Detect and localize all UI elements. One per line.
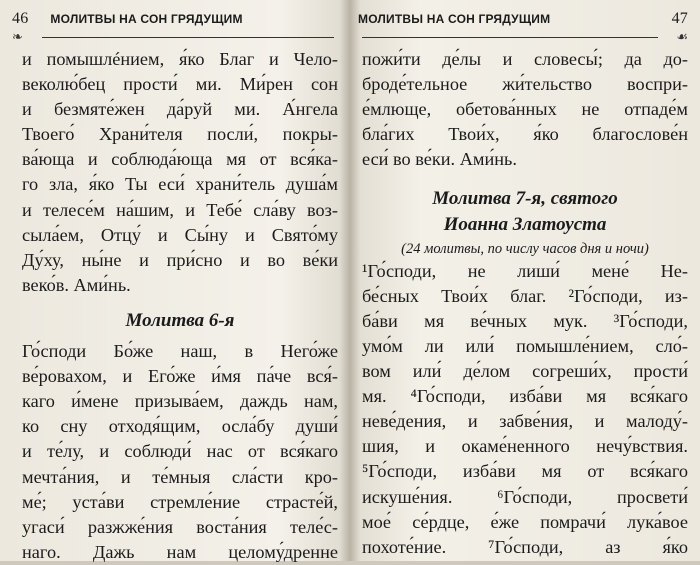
- prayer-heading: Молитва 7-я, святого: [432, 188, 618, 210]
- text-line: ¹Го́споди, не лиши́ мене́ Не-: [362, 260, 688, 281]
- right-page: [350, 0, 700, 561]
- text-line: еси́ во ве́ки. Ами́нь.: [362, 149, 517, 170]
- left-header: [12, 8, 338, 30]
- text-line: ⁵Го́споди, изба́ви мя от вся́каго: [362, 461, 688, 482]
- text-line: веколю́бец прости́ ми. Ми́рен сон: [22, 74, 338, 95]
- right-header-rule: [358, 29, 688, 44]
- text-line: похоте́ние. ⁷Го́споди, аз я́ко: [362, 536, 688, 557]
- text-line: ме́; уста́ви стремле́ние страсте́й,: [22, 491, 338, 512]
- left-running-head: МОЛИТВЫ НА СОН ГРЯДУЩИМ: [50, 12, 243, 26]
- text-line: бла́гих Твои́х, я́ко благослове́н: [362, 124, 688, 145]
- right-body-text: [362, 47, 688, 560]
- text-line: угаси́ разжже́ния воста́ния теле́с-: [22, 516, 338, 537]
- prayer-heading: Молитва 6-я: [125, 309, 235, 331]
- text-line: и телесе́м на́шим, и Тебе́ сла́ву воз-: [22, 199, 338, 220]
- left-page: [0, 0, 350, 561]
- text-line: веко́в. Ами́нь.: [22, 274, 131, 295]
- prayer-heading-line2: Иоанна Златоуста: [443, 213, 607, 235]
- text-line: и безмяте́жен да́руй ми. А́нгела: [22, 99, 338, 120]
- text-line: пожи́ти де́лы и словесы́; да до-: [362, 49, 688, 69]
- left-header-rule: [12, 29, 338, 44]
- prayer-subheading: (24 молитвы, по числу часов дня и ночи): [401, 240, 649, 257]
- text-line: умо́м ли или́ помышле́нием, сло́-: [362, 335, 688, 356]
- text-line: каго и́мене призыва́ем, даждь нам,: [22, 391, 338, 412]
- text-line: ба́ви мя ве́чных мук. ³Го́споди,: [362, 310, 688, 331]
- text-line: Твоего́ Храни́теля посли́, покры-: [22, 124, 338, 145]
- text-line: ве́ровахом, и Его́же и́мя па́че вся́-: [22, 366, 338, 387]
- text-line: мое́ се́рдце, е́же помрачи́ лука́вое: [362, 511, 688, 532]
- text-line: и помышлéнием, я́ко Благ и Чело-: [22, 49, 338, 69]
- text-line: и те́лу, и соблюди́ нас от вся́каго: [22, 441, 338, 462]
- left-page-number: 46: [12, 10, 29, 27]
- text-line: искуше́ния. ⁶Го́споди, просвети́: [362, 486, 688, 507]
- text-line: мя. ⁴Го́споди, изба́ви мя вся́каго: [362, 386, 688, 407]
- text-line: шия, и окаме́ненного нечу́вствия.: [362, 436, 688, 457]
- text-line: мечта́ния, и те́мныя сла́сти кро-: [22, 466, 338, 487]
- text-line: сыла́ем, Отцу́ и Сы́ну и Свято́му: [22, 224, 338, 245]
- ornament-icon: ☙: [676, 29, 688, 44]
- text-line: Ду́ху, ны́не и при́сно и во ве́ки: [22, 249, 338, 270]
- text-line: вом или́ де́лом согреши́х, прости́: [362, 361, 688, 382]
- right-header: [358, 8, 688, 30]
- left-body-text: [22, 47, 338, 565]
- ornament-icon: ❧: [12, 29, 23, 44]
- text-line: ва́юща и соблюда́юща мя от вся́ка-: [22, 149, 338, 170]
- text-line: наго. Дажь нам целому́дренне: [22, 541, 338, 562]
- text-line: Го́споди Бо́же наш, в Него́же: [22, 341, 338, 362]
- right-page-number: 47: [671, 10, 688, 27]
- text-line: е́млюще, обетова́нных не отпаде́м: [362, 99, 688, 120]
- text-line: неве́дения, и забве́ния, и малоду́-: [362, 411, 688, 432]
- text-line: го зла, я́ко Ты еси́ храни́тель душа́м: [22, 174, 338, 195]
- text-line: броде́тельное жи́тельство воспри-: [362, 74, 688, 95]
- right-running-head: МОЛИТВЫ НА СОН ГРЯДУЩИМ: [358, 12, 551, 26]
- text-line: бе́сных Твои́х благ. ²Го́споди, из-: [362, 285, 688, 306]
- text-line: ко сну отходя́щим, осла́бу души́: [22, 416, 338, 437]
